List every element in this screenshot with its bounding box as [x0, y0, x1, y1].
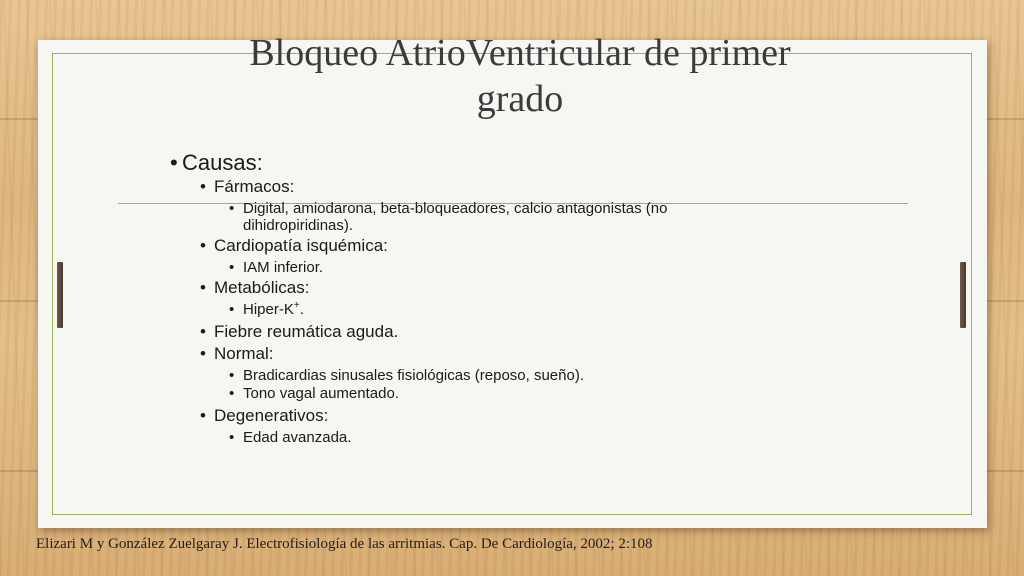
bullet-dot: •	[200, 236, 206, 255]
bullet-text: Hiper-K	[243, 301, 294, 318]
bullet-dot: •	[200, 177, 206, 196]
bullet-dot: •	[229, 429, 235, 446]
bullet-text: Digital, amiodarona, beta-bloqueadores, calcio antagonistas (no dihidropiridinas).	[243, 200, 668, 234]
bullet-dot: •	[229, 301, 235, 318]
bullet-dot: •	[200, 322, 206, 341]
bullet-normal-detail-2	[168, 385, 683, 402]
bullet-cardiopatia	[168, 235, 728, 256]
bullet-text: Metabólicas:	[214, 278, 310, 297]
bullet-text: Edad avanzada.	[243, 429, 352, 446]
bullet-dot: •	[229, 200, 235, 217]
bullet-text: Tono vagal aumentado.	[243, 385, 399, 402]
bullet-dot: •	[229, 367, 235, 384]
superscript-plus: +	[293, 300, 300, 311]
bullet-metabolicas	[168, 277, 728, 298]
bullet-normal-detail-1	[168, 367, 683, 384]
bullet-cardiopatia-detail	[168, 259, 683, 276]
slide-title	[140, 30, 900, 122]
bullet-normal	[168, 343, 728, 364]
bullet-metabolicas-detail	[168, 301, 683, 318]
bullet-text-end: .	[299, 301, 304, 318]
bullet-fiebre	[168, 321, 728, 342]
bullet-dot: •	[200, 278, 206, 297]
bullet-text: Bradicardias sinusales fisiológicas (reposo, sueño).	[243, 367, 585, 384]
bullet-text: IAM inferior.	[243, 259, 324, 276]
bullet-text: Cardiopatía isquémica:	[214, 236, 388, 255]
bullet-text: Causas:	[182, 150, 263, 175]
bullet-dot: •	[200, 406, 206, 425]
bullet-dot: •	[170, 150, 178, 175]
bullet-text: Fiebre reumática aguda.	[214, 322, 399, 341]
bullet-list	[168, 149, 728, 446]
bullet-text: Fármacos:	[214, 177, 295, 196]
title-line-2: grado	[476, 78, 564, 120]
left-binder-tab	[57, 262, 63, 328]
bullet-degenerativos-detail	[168, 429, 683, 446]
bullet-farmacos-detail	[168, 200, 683, 234]
bullet-text: Degenerativos:	[214, 406, 329, 425]
bullet-dot: •	[229, 259, 235, 276]
bullet-farmacos	[168, 176, 728, 197]
bullet-text: Normal:	[214, 344, 274, 363]
citation: Elizari M y González Zuelgaray J. Electrofisiología de las arritmias. Cap. De Cardiología, 2002; 2:108	[36, 536, 653, 552]
bullet-degenerativos	[168, 405, 728, 426]
bullet-dot: •	[200, 344, 206, 363]
right-binder-tab	[960, 262, 966, 328]
bullet-causas	[168, 149, 728, 176]
bullet-dot: •	[229, 385, 235, 402]
title-line-1: Bloqueo AtrioVentricular de primer	[249, 32, 791, 74]
